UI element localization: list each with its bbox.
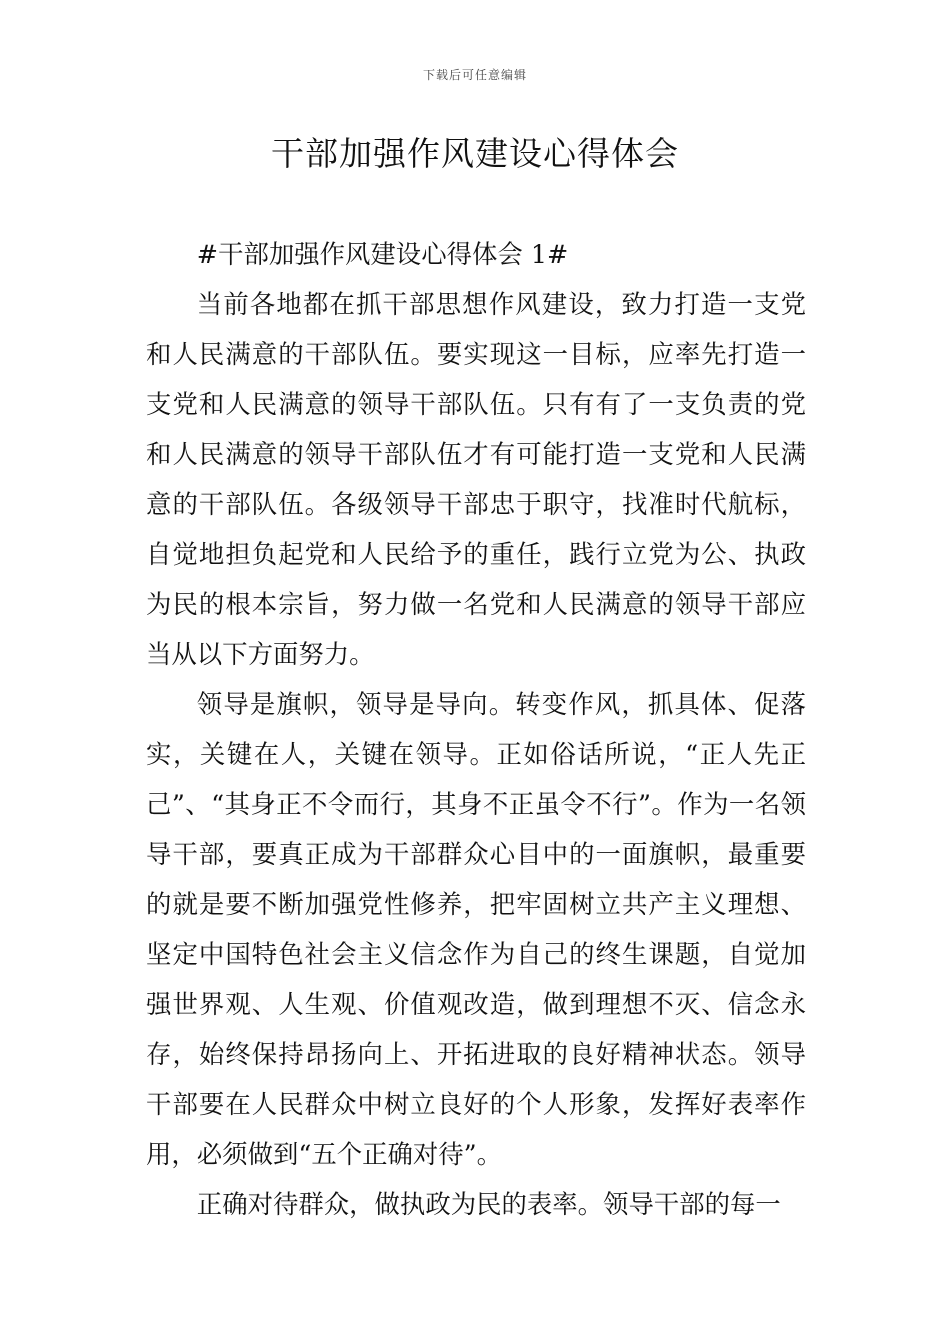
document-body xyxy=(146,229,806,1229)
download-note: 下载后可任意编辑 xyxy=(422,68,527,82)
paragraph-1: 当前各地都在抓干部思想作风建设，致力打造一支党和人民满意的干部队伍。要实现这一目标，应率先打造一支党和人民满意的领导干部队伍。只有有了一支负责的党和人民满意的领导干部队伍才有可能打造一支党和人民满意的干部队伍。各级领导干部忠于职守，找准时代航标，自觉地担负起党和人民给予的重任，践行立党为公、执政为民的根本宗旨，努力做一名党和人民满意的领导干部应当从以下方面努力。 xyxy=(146,289,806,669)
paragraph-3: 正确对待群众，做执政为民的表率。领导干部的每一 xyxy=(196,1189,781,1219)
paragraph-2: 领导是旗帜，领导是导向。转变作风，抓具体、促落实，关键在人，关键在领导。正如俗话所说，“正人先正己”、“其身正不令而行，其身不正虽令不行”。作为一名领导干部，要真正成为干部群众心目中的一面旗帜，最重要的就是要不断加强党性修养，把牢固树立共产主义理想、坚定中国特色社会主义信念作为自己的终生课题，自觉加强世界观、人生观、价值观改造，做到理想不灭、信念永存，始终保持昂扬向上、开拓进取的良好精神状态。领导干部要在人民群众中树立良好的个人形象，发挥好表率作用，必须做到“五个正确对待”。 xyxy=(146,689,806,1169)
document-title: 干部加强作风建设心得体会 xyxy=(271,134,679,173)
section-heading: #干部加强作风建设心得体会 1# xyxy=(196,239,569,269)
